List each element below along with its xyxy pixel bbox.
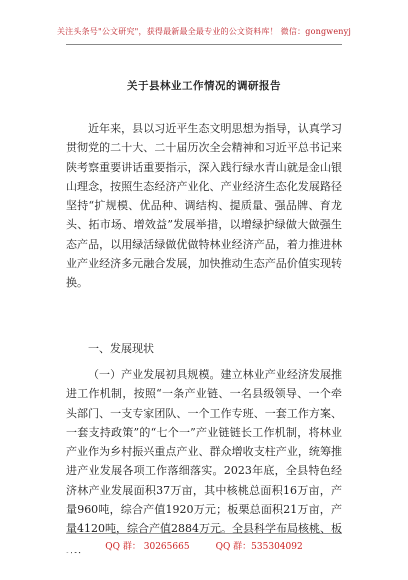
footer-divider bbox=[66, 533, 342, 534]
document-title: 关于县林业工作情况的调研报告 bbox=[127, 80, 281, 92]
footer-qq-group-2: QQ 群：535304092 bbox=[215, 542, 303, 552]
header-banner: 关注头条号"公文研究"，获得最新最全最专业的公文资料库！ 微信：gongwenyj bbox=[56, 27, 352, 36]
intro-paragraph: 近年来，县以习近平生态文明思想为指导，认真学习贯彻党的二十大、二十届历次全会精神和习近平总书记来陕考察重要讲话重要指示，深入践行绿水青山就是金山银山理念，按照生态经济产业化、产业经济生态化发展路径坚持“扩规模、优品种、调结构、提质量、强品牌、育龙头、拓市场、增效益”发展举措，以增绿护绿做大做强生态产品，以用绿活绿做优做特林业经济产品，着力推进林业产业经济多元融合发展，加快推动生态产品价值实现转换。 bbox=[66, 122, 342, 290]
footer-qq-group-1: QQ 群： 30265665 bbox=[105, 542, 190, 552]
footer-contact bbox=[0, 539, 408, 552]
header-divider bbox=[66, 44, 342, 45]
section-heading: 一、发展现状 bbox=[88, 342, 154, 355]
section-paragraph: （一）产业发展初具规模。建立林业产业经济发展推进工作机制，按照“一条产业链、一名县级领导、一个牵头部门、一支专家团队、一个工作专班、一套工作方案、一套支持政策”的“七个一”产业链链长工作机制，将林业产业作为乡村振兴重点产业、群众增收支柱产业，统筹推进产业发展各项工作落细落实。2023年底，全县特色经济林产业发展面积37万亩，其中核桃总面积16万亩，产量960吨，综合产值1920万元；板栗总面积21万亩，产量4120吨，综合产值2884万元。全县科学布局核桃、板 bbox=[66, 368, 342, 536]
